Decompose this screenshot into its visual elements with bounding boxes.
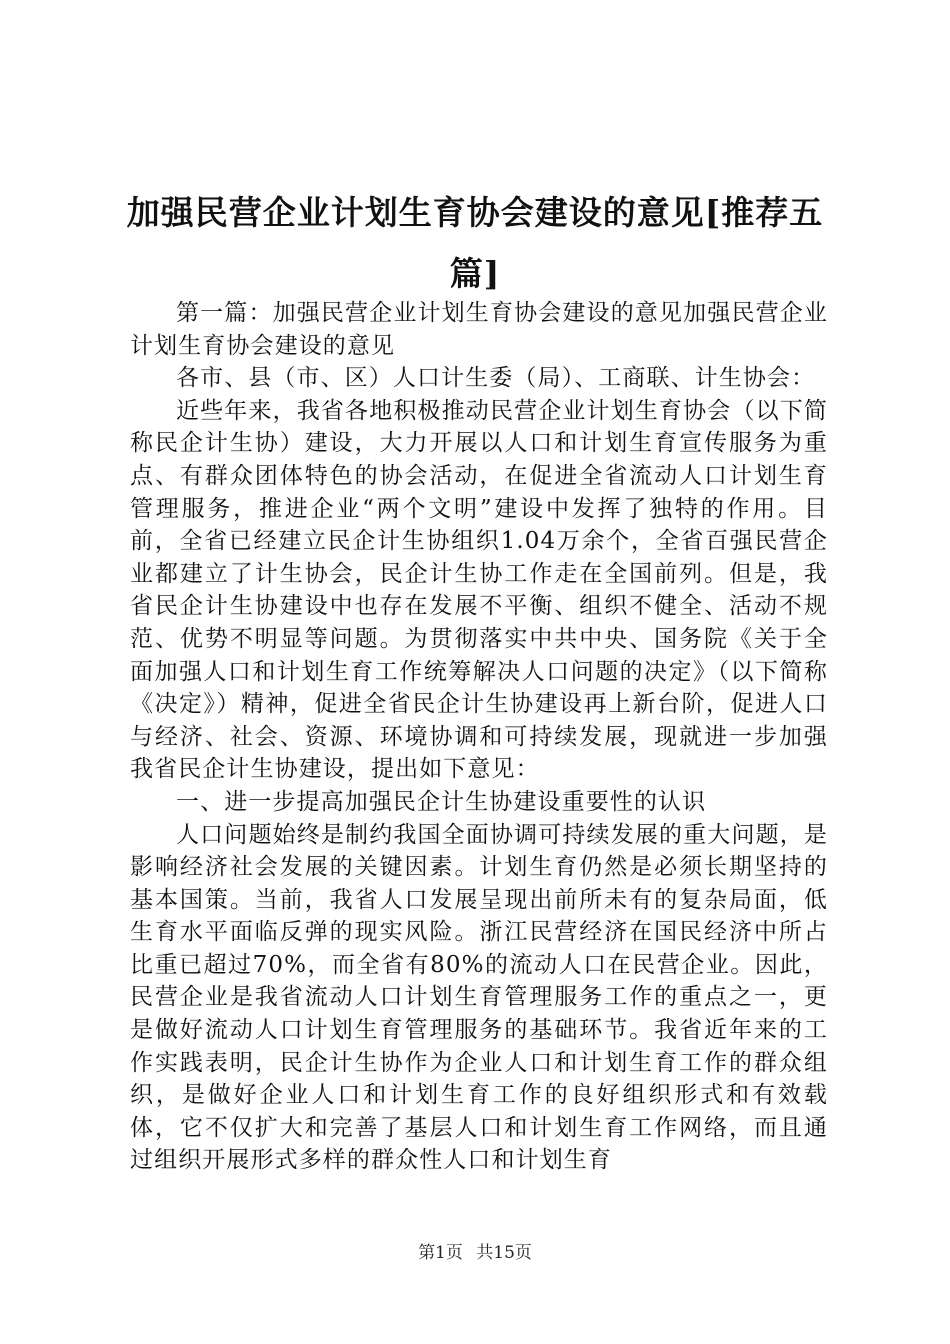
section-heading: 一、进一步提高加强民企计生协建设重要性的认识 bbox=[176, 788, 707, 815]
page-number: 第1页 bbox=[418, 1243, 463, 1263]
paragraph-section-one: 人口问题始终是制约我国全面协调可持续发展的重大问题，是影响经济社会发展的关键因素。计划生育仍然是必须长期坚持的基本国策。当前，我省人口发展呈现出前所未有的复杂局面，低生育水平面临反弹的现实风险。浙江民营经济在国民经济中所占比重已超过70%，而全省有80%的流动人口在民营企业。因此，民营企业是我省流动人口计划生育管理服务工作的重点之一，更是做好流动人口计划生育管理服务的基础环节。我省近年来的工作实践表明，民企计生协作为企业人口和计划生育工作的群众组织，是做好企业人口和计划生育工作的良好组织形式和有效载体，它不仅扩大和完善了基层人口和计划生育工作网络，而且通过组织开展形式多样的群众性人口和计划生育 bbox=[130, 821, 828, 1174]
document-title: 加强民营企业计划生育协会建设的意见[推荐五篇] bbox=[126, 193, 824, 293]
page-footer bbox=[0, 1242, 950, 1264]
document-body bbox=[130, 297, 828, 1177]
page-total: 共15页 bbox=[476, 1243, 532, 1263]
paragraph-intro: 近些年来，我省各地积极推动民营企业计划生育协会（以下简称民企计生协）建设，大力开展以人口和计划生育宣传服务为重点、有群众团体特色的协会活动，在促进全省流动人口计划生育管理服务，推进企业“两个文明”建设中发挥了独特的作用。目前，全省已经建立民企计生协组织1.04万余个，全省百强民营企业都建立了计生协会，民企计生协工作走在全国前列。但是，我省民企计生协建设中也存在发展不平衡、组织不健全、活动不规范、优势不明显等问题。为贯彻落实中共中央、国务院《关于全面加强人口和计划生育工作统筹解决人口问题的决定》（以下简称《决定》）精神，促进全省民企计生协建设再上新台阶，促进人口与经济、社会、资源、环境协调和可持续发展，现就进一步加强我省民企计生协建设，提出如下意见： bbox=[130, 397, 828, 783]
paragraph-chapter-heading: 第一篇：加强民营企业计划生育协会建设的意见加强民营企业计划生育协会建设的意见 bbox=[130, 300, 828, 359]
paragraph-salutation: 各市、县（市、区）人口计生委（局）、工商联、计生协会： bbox=[176, 365, 816, 392]
